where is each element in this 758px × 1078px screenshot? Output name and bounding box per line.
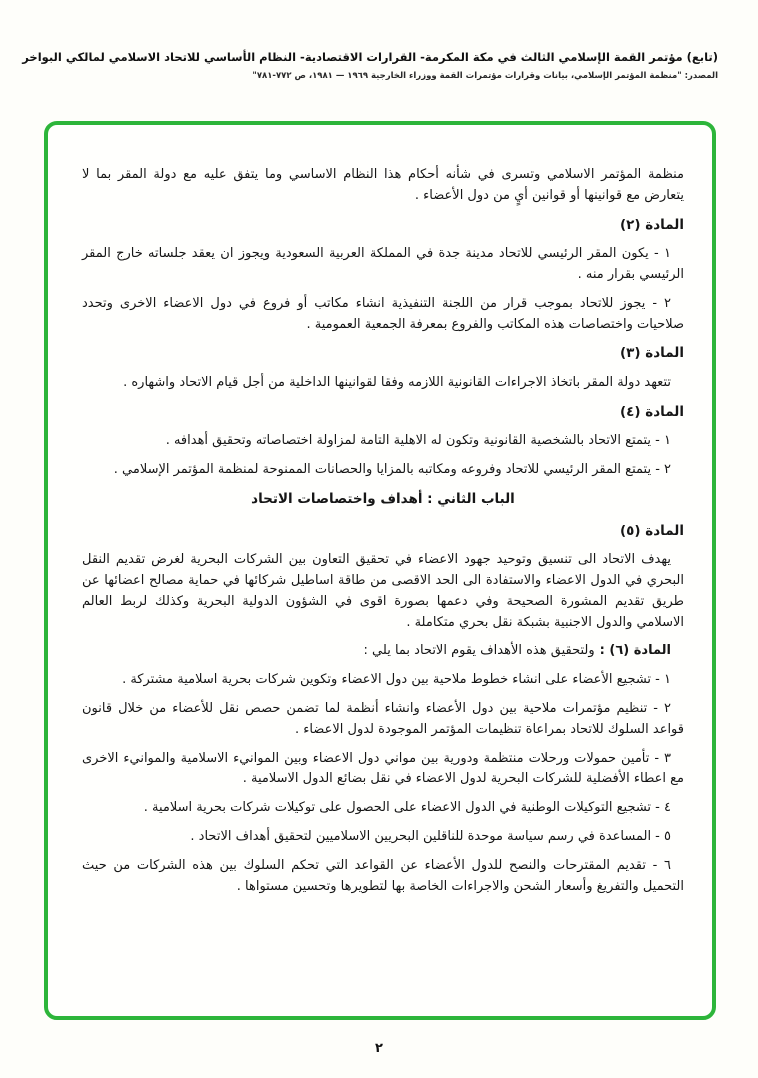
article-5-heading: المادة (٥) xyxy=(619,522,684,539)
article-4-item-2: ٢ - يتمتع المقر الرئيسي للاتحاد وفروعه ومكاتبه بالمزايا والحصانات الممنوحة لمنظمة المؤتمر الإسلامي . xyxy=(113,462,671,478)
document-title: (تابع) مؤتمر القمة الإسلامي الثالث في مكة المكرمة- القرارات الاقتصادية- النظام الأساسي للاتحاد الاسلامي لمالكي البواخر xyxy=(22,50,718,64)
chapter-2-heading: الباب الثاني : أهداف واختصاصات الاتحاد xyxy=(251,490,515,507)
article-6-item-3: ٣ - تأمين حمولات ورحلات منتظمة ودورية بين مواني دول الاعضاء وبين الموانيء الاسلامية والموانيء الاخرى مع اعطاء الأفضلية للشركات البحرية لدول الاعضاء في نقل بضائع الدول الاسلامية . xyxy=(82,750,684,787)
article-2-heading: المادة (٢) xyxy=(619,216,684,233)
source-line: المصدر: "منظمة المؤتمر الإسلامي، بيانات وقرارات مؤتمرات القمة ووزراء الخارجية ١٩٦٩ — ١٩٨١، ص ٧٧٢-٧٨١" xyxy=(252,71,718,81)
article-3-heading: المادة (٣) xyxy=(619,345,684,362)
article-2-item-1: ١ - يكون المقر الرئيسي للاتحاد مدينة جدة في المملكة العربية السعودية ويجوز ان يعقد جلساته خارج المقر الرئيسي بقرار منه . xyxy=(82,246,684,282)
content-frame xyxy=(44,121,716,1020)
article-3-text: تتعهد دولة المقر باتخاذ الاجراءات القانونية اللازمه وفقا لقوانينها الداخلية من أجل قيام الاتحاد واشهاره . xyxy=(123,374,671,390)
article-5-text: يهدف الاتحاد الى تنسيق وتوحيد جهود الاعضاء في تحقيق التعاون بين الشركات البحرية لغرض تقديم النقل البحري في الدول الاعضاء والاستفادة الى الحد الاقصى من طاقة اساطيل شركائها في حماية مصالح اعضائها عن طريق تقديم المشورة الصحيحة وفي دعمها بصورة اقوى في الشؤون الدولية البحرية وكذلك لربط العالم الاسلامي والدول الاجنبية بشبكة نقل بحري متكاملة . xyxy=(82,552,684,630)
article-6-item-6: ٦ - تقديم المقترحات والنصح للدول الأعضاء عن القواعد التي تحكم السلوك بين هذه الشركات من حيث التحميل والتفريغ وأسعار الشحن والاجراءات الخاصة بها لتطويرها وتحسين مستواها . xyxy=(82,857,684,894)
paragraph-continuation: منظمة المؤتمر الاسلامي وتسرى في شأنه أحكام هذا النظام الاساسي وما يتفق عليه مع دولة المقر بما لا يتعارض مع قوانينها أو قوانين أيٍ من دول الأعضاء . xyxy=(82,167,684,203)
document-body xyxy=(48,125,712,1016)
article-6-item-5: ٥ - المساعدة في رسم سياسة موحدة للناقلين البحريين الاسلاميين لتحقيق أهداف الاتحاد . xyxy=(190,828,671,844)
document-header xyxy=(0,0,758,81)
article-6-item-4: ٤ - تشجيع التوكيلات الوطنية في الدول الاعضاء على الحصول على توكيلات شركات بحرية اسلامية . xyxy=(143,800,671,816)
article-4-item-1: ١ - يتمتع الاتحاد بالشخصية القانونية وتكون له الاهلية التامة لمزاولة اختصاصاته وتحقيق أهدافه . xyxy=(165,433,671,449)
article-6-heading-line xyxy=(82,641,684,662)
article-2-item-2: ٢ - يجوز للاتحاد بموجب قرار من اللجنة التنفيذية انشاء مكاتب أو فروع في دول الاعضاء الاخرى وتحدد صلاحيات واختصاصات هذه المكاتب والفروع بمعرفة الجمعية العمومية . xyxy=(82,295,684,332)
article-6-intro: ولتحقيق هذه الأهداف يقوم الاتحاد بما يلي : xyxy=(363,643,595,659)
page-number: ٢ xyxy=(375,1041,383,1056)
article-6-item-1: ١ - تشجيع الأعضاء على انشاء خطوط ملاحية بين دول الاعضاء وتكوين شركات بحرية اسلامية مشتركة . xyxy=(122,672,671,688)
article-4-heading: المادة (٤) xyxy=(619,403,684,420)
article-6-item-2: ٢ - تنظيم مؤتمرات ملاحية بين دول الأعضاء وانشاء أنظمة لما تضمن حصص نقل للأعضاء من خلال قانون قواعد السلوك للاتحاد بمراعاة تنظيمات المؤتمر الموجودة لدول الاعضاء . xyxy=(82,700,684,737)
article-6-label: المادة (٦) : xyxy=(599,643,671,659)
